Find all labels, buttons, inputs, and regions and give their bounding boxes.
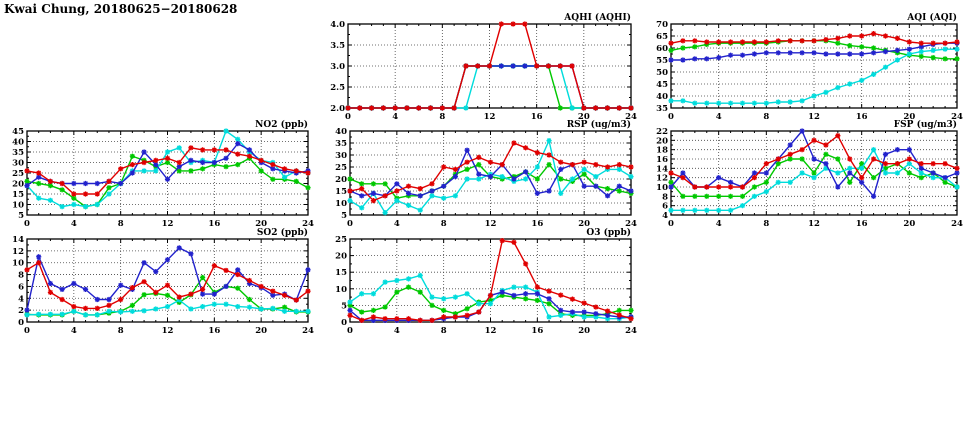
svg-text:8: 8 [662, 192, 668, 203]
svg-text:4: 4 [70, 219, 77, 229]
svg-text:0: 0 [24, 219, 30, 229]
svg-text:20: 20 [12, 179, 24, 190]
svg-text:45: 45 [12, 127, 24, 137]
svg-text:40: 40 [656, 92, 668, 102]
aqi-tick-labels [656, 20, 963, 122]
svg-text:12: 12 [161, 326, 174, 336]
svg-text:10: 10 [12, 258, 24, 269]
chart-so2 [1, 225, 320, 340]
svg-text:10: 10 [656, 183, 668, 193]
aqhi-title: AQHI (AQHI) [564, 13, 631, 23]
svg-text:15: 15 [12, 190, 24, 200]
chart-aqhi [322, 10, 643, 126]
svg-text:35: 35 [12, 148, 24, 158]
svg-text:0: 0 [668, 219, 674, 229]
svg-text:20: 20 [577, 112, 590, 122]
svg-text:3.0: 3.0 [330, 62, 345, 72]
so2-plot-svg [1, 225, 320, 340]
svg-text:25: 25 [335, 235, 347, 245]
svg-text:12: 12 [484, 219, 497, 229]
svg-text:0: 0 [18, 318, 24, 328]
svg-text:5: 5 [18, 211, 24, 221]
svg-text:14: 14 [656, 164, 668, 175]
svg-text:6: 6 [18, 282, 24, 293]
svg-text:10: 10 [335, 199, 347, 209]
svg-text:50: 50 [656, 68, 668, 78]
svg-text:35: 35 [335, 139, 347, 149]
svg-text:60: 60 [656, 44, 668, 54]
svg-text:25: 25 [12, 169, 24, 179]
svg-text:45: 45 [656, 80, 668, 90]
svg-text:20: 20 [255, 326, 268, 336]
rsp-plot-svg [324, 117, 643, 233]
svg-text:30: 30 [335, 151, 347, 161]
chart-aqi [645, 10, 969, 126]
chart-o3 [324, 225, 643, 340]
svg-text:5: 5 [341, 211, 347, 221]
o3-title: O3 (ppb) [586, 228, 631, 238]
svg-text:20: 20 [335, 175, 347, 185]
svg-text:16: 16 [855, 219, 868, 229]
so2-tick-labels [12, 235, 314, 336]
no2-plot-svg [1, 117, 320, 233]
rsp-tick-labels [335, 127, 637, 229]
svg-text:20: 20 [578, 219, 591, 229]
svg-text:15: 15 [335, 187, 347, 197]
svg-text:55: 55 [656, 56, 668, 66]
svg-text:5: 5 [341, 301, 347, 312]
svg-text:65: 65 [656, 32, 668, 42]
aqi-title: AQI (AQI) [907, 13, 957, 23]
svg-text:4: 4 [662, 211, 668, 221]
svg-text:4: 4 [393, 326, 400, 336]
svg-text:8: 8 [117, 326, 124, 336]
svg-text:4: 4 [393, 219, 400, 229]
aqhi-markers-red [345, 21, 633, 110]
svg-text:16: 16 [208, 219, 221, 229]
svg-text:25: 25 [335, 163, 347, 173]
svg-text:8: 8 [117, 219, 124, 229]
svg-text:6: 6 [662, 201, 668, 212]
svg-text:20: 20 [903, 112, 916, 122]
svg-text:10: 10 [12, 200, 24, 211]
o3-plot-svg [324, 225, 643, 340]
svg-text:16: 16 [530, 112, 543, 122]
aqi-line-green [671, 41, 957, 59]
svg-text:40: 40 [12, 137, 24, 148]
o3-markers-red [347, 238, 633, 323]
svg-text:15: 15 [335, 268, 347, 279]
chart-rsp [324, 117, 643, 233]
chart-fsp [645, 117, 969, 233]
svg-text:35: 35 [656, 104, 668, 114]
svg-text:8: 8 [18, 270, 24, 281]
svg-text:8: 8 [763, 112, 770, 122]
svg-text:16: 16 [531, 326, 544, 336]
svg-text:30: 30 [12, 158, 24, 169]
svg-text:16: 16 [531, 219, 544, 229]
svg-text:24: 24 [302, 219, 314, 229]
aqi-plot-svg [645, 10, 969, 126]
svg-text:8: 8 [439, 112, 446, 122]
svg-text:8: 8 [440, 326, 447, 336]
svg-text:2.5: 2.5 [330, 83, 345, 93]
no2-tick-labels [12, 127, 314, 229]
svg-text:0: 0 [24, 326, 30, 336]
svg-text:0: 0 [668, 112, 674, 122]
svg-text:8: 8 [440, 219, 447, 229]
so2-title: SO2 (ppb) [256, 228, 308, 238]
svg-text:3.5: 3.5 [330, 41, 345, 51]
svg-text:12: 12 [484, 326, 497, 336]
svg-text:4.0: 4.0 [330, 20, 345, 30]
svg-text:0: 0 [341, 318, 347, 328]
svg-text:0: 0 [347, 219, 353, 229]
svg-text:24: 24 [625, 326, 637, 336]
fsp-title: FSP (ug/m3) [893, 120, 957, 130]
svg-text:18: 18 [656, 145, 668, 156]
svg-text:12: 12 [483, 112, 496, 122]
svg-text:0: 0 [345, 112, 351, 122]
rsp-title: RSP (ug/m3) [566, 120, 631, 130]
svg-text:12: 12 [12, 246, 24, 257]
svg-text:24: 24 [951, 112, 963, 122]
svg-text:14: 14 [12, 235, 24, 245]
aqhi-plot-svg [322, 10, 643, 126]
so2-series-red [24, 260, 310, 311]
svg-text:22: 22 [656, 127, 668, 137]
svg-text:10: 10 [335, 284, 347, 295]
fsp-plot-svg [645, 117, 969, 233]
svg-text:40: 40 [335, 127, 347, 137]
svg-text:24: 24 [625, 219, 637, 229]
svg-text:8: 8 [763, 219, 770, 229]
svg-text:24: 24 [302, 326, 314, 336]
svg-text:24: 24 [625, 112, 637, 122]
svg-text:20: 20 [335, 251, 347, 262]
svg-text:20: 20 [903, 219, 916, 229]
no2-gridlines [27, 131, 308, 215]
svg-text:20: 20 [255, 219, 268, 229]
svg-text:4: 4 [18, 294, 24, 305]
svg-text:4: 4 [392, 112, 399, 122]
svg-text:4: 4 [715, 112, 722, 122]
svg-text:4: 4 [715, 219, 722, 229]
aqhi-tick-labels [330, 20, 637, 122]
svg-text:20: 20 [656, 136, 668, 147]
svg-text:4: 4 [70, 326, 77, 336]
aqhi-series-red [345, 21, 633, 110]
svg-text:12: 12 [808, 219, 820, 229]
svg-text:2.0: 2.0 [330, 104, 345, 114]
svg-text:16: 16 [855, 112, 868, 122]
svg-text:12: 12 [161, 219, 174, 229]
svg-text:12: 12 [656, 173, 668, 184]
no2-title: NO2 (ppb) [255, 120, 308, 130]
o3-series-red [347, 238, 633, 323]
svg-text:12: 12 [808, 112, 820, 122]
chart-no2 [1, 117, 320, 233]
svg-text:16: 16 [656, 155, 668, 165]
svg-text:24: 24 [951, 219, 963, 229]
svg-text:70: 70 [656, 20, 668, 30]
svg-text:20: 20 [578, 326, 591, 336]
page-title: Kwai Chung, 20180625−20180628 [4, 2, 238, 16]
svg-text:0: 0 [347, 326, 353, 336]
svg-text:2: 2 [18, 306, 24, 317]
svg-text:16: 16 [208, 326, 221, 336]
